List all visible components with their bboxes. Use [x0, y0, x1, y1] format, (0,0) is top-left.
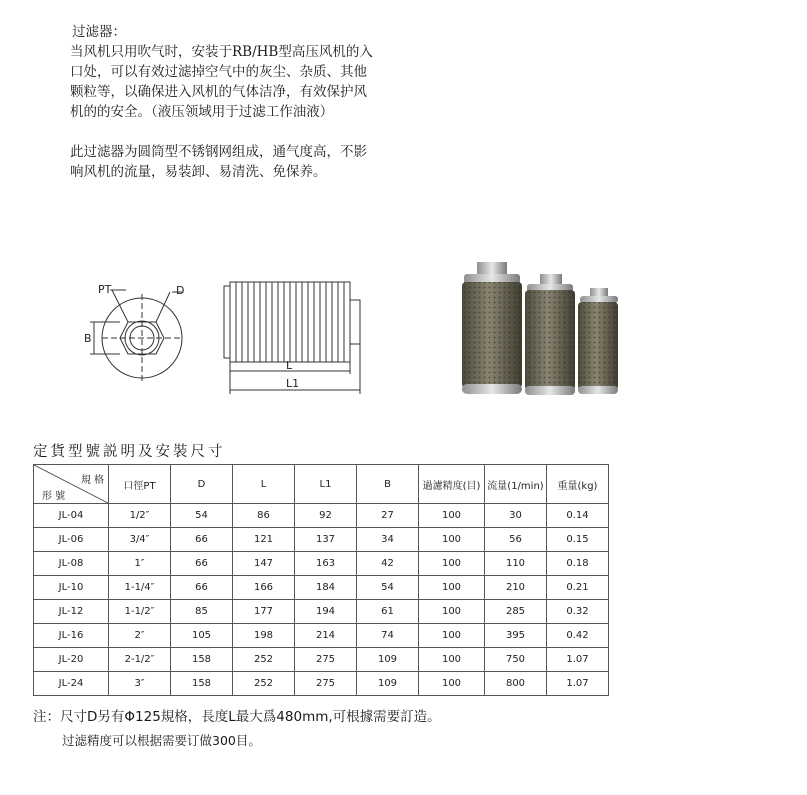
- table-cell: 100: [419, 648, 485, 672]
- table-cell: 137: [295, 528, 357, 552]
- table-cell: 2-1/2″: [109, 648, 171, 672]
- table-cell: 109: [357, 672, 419, 696]
- table-cell: 3″: [109, 672, 171, 696]
- table-cell: 0.32: [547, 600, 609, 624]
- table-row: [34, 600, 609, 624]
- intro-line: 颗粒等，以确保进入风机的气体洁净，有效保护风: [70, 84, 367, 100]
- table-cell: 100: [419, 672, 485, 696]
- table-cell: 158: [171, 648, 233, 672]
- filter-small: [578, 288, 618, 394]
- table-heading: 定貨型號説明及安裝尺寸: [33, 444, 226, 460]
- table-row: [34, 648, 609, 672]
- intro-paragraph-1: [70, 42, 402, 122]
- table-cell: 210: [485, 576, 547, 600]
- header-cell: 流量(1/min): [485, 465, 547, 504]
- table-cell: 66: [171, 552, 233, 576]
- label-b: B: [84, 332, 92, 345]
- table-cell: 66: [171, 576, 233, 600]
- table-cell: 0.21: [547, 576, 609, 600]
- table-cell: 1.07: [547, 672, 609, 696]
- table-cell: 85: [171, 600, 233, 624]
- table-cell: JL-16: [34, 624, 109, 648]
- table-cell: JL-10: [34, 576, 109, 600]
- table-cell: 42: [357, 552, 419, 576]
- table-cell: 0.15: [547, 528, 609, 552]
- table-cell: 100: [419, 528, 485, 552]
- table-row: [34, 672, 609, 696]
- table-cell: 285: [485, 600, 547, 624]
- table-cell: 1.07: [547, 648, 609, 672]
- table-cell: 0.42: [547, 624, 609, 648]
- table-cell: 56: [485, 528, 547, 552]
- intro-line: 此过滤器为圆筒型不锈钢网组成，通气度高，不影: [70, 144, 367, 160]
- table-cell: 147: [233, 552, 295, 576]
- table-row: [34, 624, 609, 648]
- table-cell: 252: [233, 672, 295, 696]
- header-corner: [34, 465, 109, 504]
- table-cell: 252: [233, 648, 295, 672]
- intro-line: 当风机只用吹气时，安装于RB/HB型高压风机的入: [70, 44, 373, 60]
- table-cell: 750: [485, 648, 547, 672]
- table-cell: 121: [233, 528, 295, 552]
- spec-table: [33, 464, 609, 696]
- header-cell: 過濾精度(目): [419, 465, 485, 504]
- table-cell: 61: [357, 600, 419, 624]
- table-cell: 54: [171, 504, 233, 528]
- table-cell: JL-06: [34, 528, 109, 552]
- header-cell: 重量(kg): [547, 465, 609, 504]
- table-cell: 163: [295, 552, 357, 576]
- table-cell: JL-20: [34, 648, 109, 672]
- table-cell: 100: [419, 576, 485, 600]
- table-cell: 86: [233, 504, 295, 528]
- table-cell: 100: [419, 504, 485, 528]
- filter-product-photo: [452, 250, 622, 402]
- header-cell: L1: [295, 465, 357, 504]
- table-cell: 1-1/4″: [109, 576, 171, 600]
- table-row: [34, 528, 609, 552]
- table-cell: 74: [357, 624, 419, 648]
- table-cell: 158: [171, 672, 233, 696]
- intro-line: 口处，可以有效过滤掉空气中的灰尘、杂质、其他: [70, 64, 367, 80]
- table-cell: 177: [233, 600, 295, 624]
- table-header-row: [34, 465, 609, 504]
- table-cell: 92: [295, 504, 357, 528]
- table-cell: 184: [295, 576, 357, 600]
- corner-top-label: 規 格: [80, 475, 104, 486]
- table-cell: 395: [485, 624, 547, 648]
- table-cell: 2″: [109, 624, 171, 648]
- table-row: [34, 576, 609, 600]
- filter-large: [462, 262, 522, 394]
- table-cell: 3/4″: [109, 528, 171, 552]
- table-cell: JL-04: [34, 504, 109, 528]
- label-l: L: [286, 359, 293, 372]
- table-cell: 27: [357, 504, 419, 528]
- end-view: [90, 290, 182, 382]
- table-cell: JL-08: [34, 552, 109, 576]
- table-cell: 100: [419, 552, 485, 576]
- table-cell: 800: [485, 672, 547, 696]
- label-d: D: [176, 284, 185, 297]
- label-l1: L1: [286, 377, 300, 390]
- intro-line: 响风机的流量，易装卸、易清洗、免保养。: [70, 164, 327, 180]
- intro-paragraph-2: [70, 142, 402, 182]
- table-cell: 0.18: [547, 552, 609, 576]
- table-cell: 194: [295, 600, 357, 624]
- table-cell: 109: [357, 648, 419, 672]
- table-cell: 54: [357, 576, 419, 600]
- table-cell: 1″: [109, 552, 171, 576]
- note-size: 注：尺寸D另有Φ125規格，長度L最大爲480mm,可根據需要訂造。: [33, 709, 441, 725]
- table-cell: 105: [171, 624, 233, 648]
- filter-medium: [525, 274, 575, 395]
- table-row: [34, 504, 609, 528]
- header-cell: L: [233, 465, 295, 504]
- table-cell: 66: [171, 528, 233, 552]
- table-cell: 1-1/2″: [109, 600, 171, 624]
- table-cell: 166: [233, 576, 295, 600]
- intro-title: 过滤器：: [72, 24, 126, 40]
- table-cell: 30: [485, 504, 547, 528]
- table-cell: 198: [233, 624, 295, 648]
- table-cell: JL-12: [34, 600, 109, 624]
- header-cell: D: [171, 465, 233, 504]
- table-cell: 0.14: [547, 504, 609, 528]
- table-cell: 214: [295, 624, 357, 648]
- note-precision: 过滤精度可以根据需要订做300目。: [62, 733, 261, 748]
- corner-bottom-label: 形 號: [42, 491, 66, 502]
- table-cell: 110: [485, 552, 547, 576]
- filter-technical-drawing: [80, 270, 380, 410]
- table-cell: 275: [295, 672, 357, 696]
- header-cell: 口徑PT: [109, 465, 171, 504]
- intro-line: 机的的安全。（液压领域用于过滤工作油液）: [70, 104, 334, 120]
- table-cell: 34: [357, 528, 419, 552]
- intro-text: [62, 22, 402, 182]
- table-row: [34, 552, 609, 576]
- table-cell: 1/2″: [109, 504, 171, 528]
- table-cell: 100: [419, 600, 485, 624]
- table-cell: 275: [295, 648, 357, 672]
- label-pt: PT: [98, 283, 112, 296]
- table-cell: 100: [419, 624, 485, 648]
- header-cell: B: [357, 465, 419, 504]
- table-cell: JL-24: [34, 672, 109, 696]
